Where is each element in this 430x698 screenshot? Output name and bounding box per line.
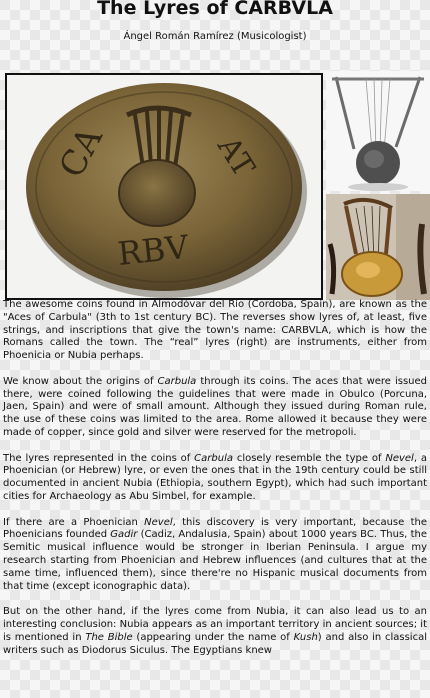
page-title: The Lyres of CARBVLA	[97, 0, 333, 19]
italic-term: The Bible	[85, 631, 133, 643]
coin-boss	[119, 160, 195, 226]
paragraph	[3, 606, 427, 657]
italic-term: Carbula	[157, 375, 197, 387]
article-body	[3, 299, 427, 670]
italic-term: Carbula	[194, 452, 233, 464]
text-run: But on the other hand, if the lyres come from Nubia, it can also lead us to an interesting conclusion: Nubia appears as an important territory in ancient sources; it is mentioned in	[3, 606, 427, 643]
coin-legend-top: AT	[210, 130, 262, 184]
coin-legend-left: CA	[51, 120, 111, 185]
text-run: (Cadiz, Andalusia, Spain) about 1000 years BC. Thus, the Semitic musical influence would be stronger in Iberian Peninsula. I argue my research starting from Phoenician and Hebrew influences (and cultures that at the same time, influenced them), since there're no Hispanic musical documents from that time (except iconographic data).	[3, 529, 427, 592]
text-run: , a Phoenician (or Hebrew) lyre, or even the ones that in the 19th century could be still documented in ancient Nubia (Ethiopia, southern Egypt), which had such important cities for Archaeology as Abu Simbel, for example.	[3, 452, 427, 502]
coin-photo	[5, 73, 323, 300]
lyre-photo-bw	[326, 71, 430, 191]
author-credit: Ángel Román Ramírez (Musicologist)	[123, 31, 307, 42]
italic-term: Nevel	[385, 452, 414, 464]
italic-term: Nevel	[144, 516, 173, 528]
text-run: , this discovery is very important, because the Phoenicians founded	[3, 516, 427, 541]
italic-term: Gadir	[110, 529, 138, 541]
text-run: If there are a Phoenician	[3, 516, 145, 528]
text-run: through its coins. The aces that were issued there, were coined following the guidelines that were made in Obulco (Porcuna, Jaen, Spain) and were of small amount. Although they issued during Roman rule, the use of these coins was limited to the area. Rome allowed it because they were made of copper, since gold and silver were reserved for the metropoli.	[3, 375, 427, 438]
paragraph	[3, 453, 427, 504]
paragraph	[3, 376, 427, 440]
text-run: closely resemble the type of	[232, 452, 386, 464]
text-run: We know about the origins of	[3, 375, 158, 387]
lyre-photo-color	[326, 194, 430, 300]
coin-legend-bottom: RBV	[115, 227, 191, 273]
italic-term: Kush	[293, 631, 318, 643]
text-run: (appearing under the name of	[132, 631, 294, 643]
text-run: The awesome coins found in Almodóvar del Río (Cordoba, Spain), are known as the "Aces of Carbula" (3th to 1st century BC). The reverses show lyres of, at least, five strings, and inscriptions that give the town's name: CARBVLA, which is how the Romans called the town. The “real” lyres (right) are instruments, either from Phoenicia or Nubia perhaps.	[3, 299, 427, 362]
text-run: ) and also in classical writers such as Diodorus Siculus. The Egyptians knew	[3, 631, 427, 656]
text-run: The lyres represented in the coins of	[3, 452, 195, 464]
paragraph	[3, 517, 427, 594]
paragraph	[3, 299, 427, 363]
